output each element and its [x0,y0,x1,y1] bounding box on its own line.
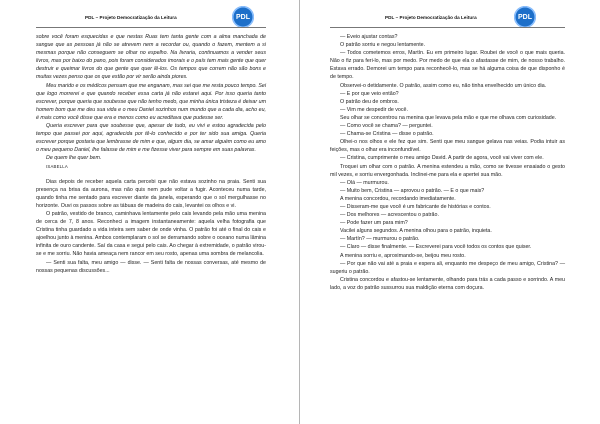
body-paragraph: — Como você se chama? — perguntei. [340,123,433,130]
body-paragraph: Vacilei alguns segundos. A menina olhou para o patrão, inquieta. [340,228,492,235]
body-paragraph: — Eveio ajustar contas? [340,34,398,40]
body-paragraph: A menina sorriu e, aproximando-se, beijou meu rosto. [340,252,466,259]
right-page-text [330,33,565,292]
body-paragraph: — Cristina, cumprimente o meu amigo David. A partir de agora, você vai viver com ele. [340,155,544,162]
header-divider [330,27,565,28]
body-paragraph: — Por que não vai até a praia e espera ali, enquanto me despeço de meu amigo, Cristina? — sugeriu o patrão. [330,260,565,275]
body-paragraph: — Claro — disse finalmente. — Escreverei para você todos os contos que quiser. [340,244,532,251]
body-paragraph: O patrão, vestido de branco, caminhava lentamente pelo cais levando pela mão uma menina de cerca de 7, 8 anos. Reconheci a imagem instantaneamente: aquela velha fotografia que Cristina tinha guardado a vida inteira sem saber de onde vinha. O patrão foi até o final do cais e ajoelhou junto à menina. Ambos contemplaram o sol se derramando sobre o oceano numa lâmina infinita de ouro candente. Saí da casa e segui pelo cais. Ao chegar à extremidade, o patrão virou-se e me sorriu. Não havia ameaça nem rancor em seu rosto, apenas uma sombra de melancolia. [36,210,266,258]
body-paragraph: A menina concordou, recordando imediatamente. [340,195,456,202]
right-page-header: PDL – Projeto Democratização da Leitura [385,15,477,20]
body-paragraph: O patrão sorriu e negou lentamente. [340,42,426,49]
body-paragraph: — Senti sua falta, meu amigo — disse. — Senti falta de nossas conversas, até mesmo de nossas pequenas discussões... [36,259,266,274]
left-page-text [36,33,266,275]
body-paragraph: Dias depois de receber aquela carta percebi que não estava sozinho na praia. Senti sua presença na brisa da aurona, mas não quis nem pude voltar a fugir. Aconteceu numa tarde, quando tinha me sentado para escrever diante da janela, esperando que o sol mergulhasse no horizonte. Ouvi os passos sobre as tábuas de madeira do cais, levantei os olhos e vi. [36,178,266,209]
body-paragraph: — Vim me despedir de você. [340,106,408,113]
body-paragraph: — Muito bem, Cristina — aprovou o patrão. — E o que mais? [340,187,485,194]
pdl-logo-icon: PDL [514,6,536,28]
body-paragraph: — Disseram-me que você é um fabricante de histórias e contos. [340,203,491,210]
body-paragraph: — Olá — murmurou. [340,179,389,186]
header-divider [36,27,266,28]
letter-signature: ISABELLA [46,163,68,169]
left-page-header: PDL – Projeto Democratização da Leitura [85,15,177,20]
body-paragraph: Observei-o detidamente. O patrão, assim como eu, não tinha envelhecido um único dia. [340,82,547,89]
letter-paragraph: sobre você foram esquecidas e que nestas Ruas tem tanta gente com a alma manchada de sangue que as pessoas já não se atrevem nem a recordar ou, quando o fazem, mentem a si mesmas porque não conseguem se olhar no espelho. Na livraria, continuamos a vender seus livros, mas por baixo do pano, pois foram considerados imorais e o país tem mais gente que quer destruir e queimar livros do que gente que quer lê-los. Os tempos que correm não são bons e muitas vezes penso que os que estão por vir serão ainda piores. [36,34,266,81]
right-page [300,0,600,424]
body-paragraph: — Pode fazer um para mim? [340,220,408,227]
body-paragraph: — Martín? — murmurou o patrão. [340,236,420,243]
body-paragraph: — Todos cometemos erros, Martín. Eu em primeiro lugar. Roubei de você o que mais queria. Não o fiz para feri-lo, mas por medo. Por medo de que ela o afastasse de mim, de nosso trabalho. Estava errado. Demorei um tempo para reconhecê-lo, mas se há alguma coisa de que disponho é de tempo. [330,50,565,81]
letter-signoff: De quem lhe quer bem. [46,155,102,162]
body-paragraph: Seu olhar se concentrou na menina que levava pela mão e que me olhava com curiosidade. [340,114,557,121]
body-paragraph: — Chama-se Cristina — disse o patrão. [340,131,434,138]
body-paragraph: Cristina concordou e afastou-se lentamente, olhando para trás a cada passo e sorrindo. A meu lado, a voz do patrão sussurrou sua maldição eterna com doçura. [330,276,565,291]
body-paragraph: — Dos melhores — acrescentou o patrão. [340,212,439,219]
letter-paragraph: Queria escrever para que soubesse que, apesar de tudo, eu vivi e estou agradecida pelo tempo que passei por aqui, agradecida por tê-lo conhecido e por ter sido sua amiga. Queria escrever porque gostaria que lembrasse de mim e que, algum dia, se amar alguém como eu amo o meu pequeno Daniel, lhe falasse de mim e me fizesse viver para sempre em suas palavras. [36,123,266,154]
body-paragraph: O patrão deu de ombros. [340,98,399,105]
body-paragraph: — E por que veio então? [340,90,399,97]
letter-paragraph: Meu marido e os médicos pensam que me enganam, mas sei que me resta pouco tempo. Sei que logo morrerei e que quando receber essa carta já não estarei aqui. Por isso queria tanto escrever, porque queria que soubesse que não tenho medo, que minha única tristeza é deixar um homem bom que me deu sua vida e o meu Daniel sozinhos num mundo que a cada dia, acho eu, é mais como você disse que era e menos como eu acreditava que pudesse ser. [36,82,266,121]
body-paragraph: Troquei um olhar com o patrão. A menina estendeu a mão, como se tivesse ensaiado o gesto mil vezes, e sorriu envergonhada. Inclinei-me para ela e apertei sua mão. [330,163,565,178]
body-paragraph: Olhei-o nos olhos e ele fez que sim. Senti que meu sangue gelava nas veias. Podia intuir as feições, mas o olhar era inconfundível. [330,139,565,154]
pdl-logo-icon: PDL [232,6,254,28]
